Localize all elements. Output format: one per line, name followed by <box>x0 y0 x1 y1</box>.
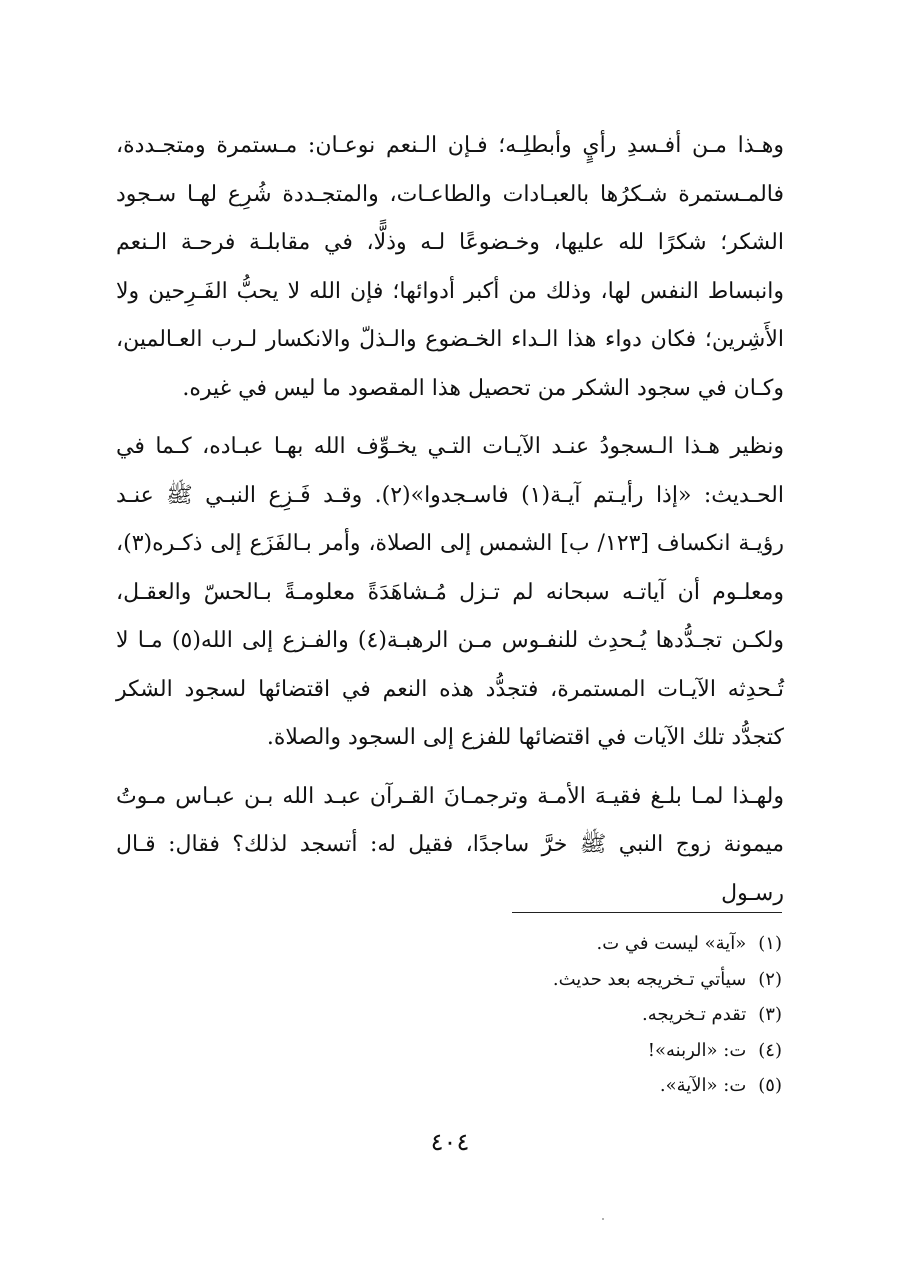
footnote-number: (٤) <box>758 1039 782 1061</box>
footnote-1 <box>300 926 782 962</box>
footnote-text: سيأتي تـخريجه بعد حديث. <box>552 968 747 990</box>
footnote-separator <box>512 912 782 913</box>
page-number: ٤٠٤ <box>430 1128 470 1156</box>
paragraph-2: ونظير هـذا الـسجودُ عنـد الآيـات التـي يخـوِّف الله بهـا عبـاده، كـما في الحـديث: «إذا رأيـتم آيـة(١) فاسـجدوا»(٢). وقـد فَـزِع النبـي ﷺ عنـد رؤيـة انكساف [١٢٣/ ب] الشمس إلى الصلاة، وأمر بـالفَزَع إلى ذكـره(٣)، ومعلـوم أن آياتـه سبحانه لم تـزل مُـشاهَدَةً معلومـةً بـالحسّ والعقـل، ولكـن تجـدُّدها يُـحدِث للنفـوس مـن الرهبـة(٤) والفـزع إلى الله(٥) مـا لا تُـحدِثه الآيـات المستمرة، فتجدُّد هذه النعم في اقتضائها لسجود الشكر كتجدُّد تلك الآيات في اقتضائها للفزع إلى السجود والصلاة. <box>116 434 784 750</box>
footnote-2 <box>300 962 782 998</box>
footnote-number: (١) <box>758 933 782 954</box>
footnote-3 <box>300 997 782 1033</box>
footnotes <box>300 926 782 1104</box>
footnote-text: ت: «الآية». <box>659 1075 747 1096</box>
paragraph-1: وهـذا مـن أفـسدِ رأيٍ وأبطلِـه؛ فـإن الـنعم نوعـان: مـستمرة ومتجـددة، فالمـستمرة شـكرُها بالعبـادات والطاعـات، والمتجـددة شُرِع لهـا سـجود الشكر؛ شكرًا لله عليها، وخـضوعًا لـه وذلًّا، في مقابلـة فرحـة الـنعم وانبساط النفس لها، وذلك من أكبر أدوائها؛ فإن الله لا يحبُّ الفَـرِحين ولا الأَشِرين؛ فكان دواء هذا الـداء الخـضوع والـذلّ والانكسار لـرب العـالمين، وكـان في سجود الشكر من تحصيل هذا المقصود ما ليس في غيره. <box>116 133 784 401</box>
footnote-number: (٢) <box>758 968 782 990</box>
paragraph-3: ولهـذا لمـا بلـغ فقيـهَ الأمـة وترجمـانَ القـرآن عبـد الله بـن عبـاس مـوتُ ميمونة زوج النبي ﷺ خرَّ ساجدًا، فقيل له: أتسجد لذلك؟ فقال: قـال رسـول <box>116 783 784 906</box>
main-text <box>116 122 784 928</box>
footnote-text: تقدم تـخريجه. <box>642 1004 747 1025</box>
footnote-4 <box>300 1033 782 1069</box>
footnote-number: (٣) <box>758 1004 782 1025</box>
footnote-text: ت: «الربنه»! <box>647 1039 747 1061</box>
scan-speck <box>602 1218 604 1220</box>
footnote-number: (٥) <box>758 1075 782 1096</box>
footnote-5 <box>300 1068 782 1104</box>
footnote-text: «آية» ليست في ت. <box>596 933 747 954</box>
